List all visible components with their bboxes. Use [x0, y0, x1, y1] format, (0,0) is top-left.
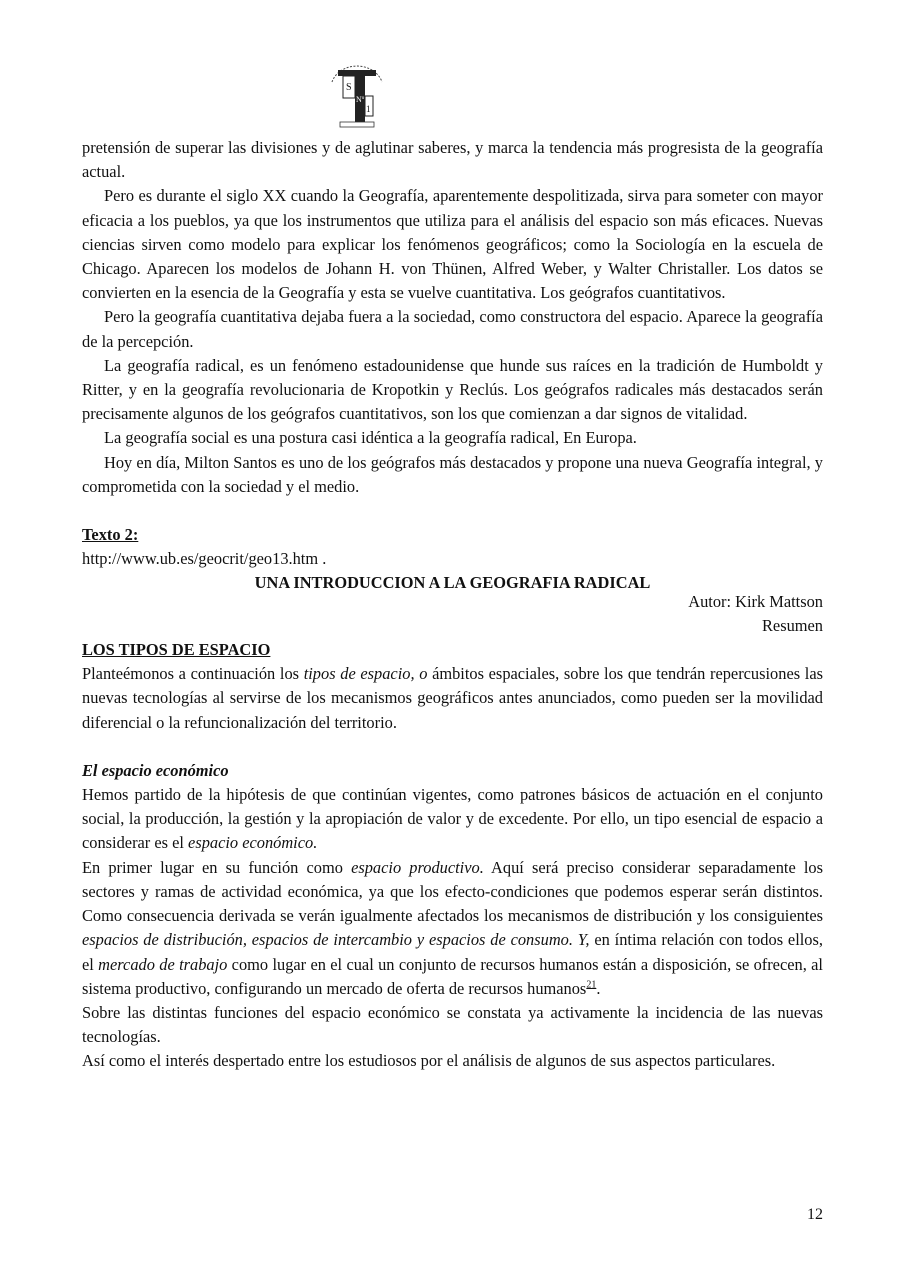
paragraph-geografia-social: La geografía social es una postura casi idéntica a la geografía radical, En Europa.	[104, 428, 637, 448]
page-number: 12	[807, 1206, 823, 1223]
paragraph-geografia-cuantitativa: Pero la geografía cuantitativa dejaba fuera a la sociedad, como constructora del espacio. Aparece la geografía de la percepción.	[82, 307, 823, 351]
paragraph-tipos-espacio: Planteémonos a continuación los tipos de espacio, o ámbitos espaciales, sobre los que tendrán repercusiones las nuevas tecnologías al servirse de los mecanismos geográficos antes anunciados, como pueden ser la movilidad diferencial o la refuncionalización del territorio.	[82, 664, 823, 732]
paragraph-continuation: pretensión de superar las divisiones y de aglutinar saberes, y marca la tendencia más progresista de la geografía actual.	[82, 138, 823, 182]
section-heading-espacio-economico: El espacio económico	[82, 760, 229, 780]
footnote-ref[interactable]: 21	[586, 979, 597, 991]
paragraph-funciones: Sobre las distintas funciones del espacio económico se constata ya activamente la incidencia de las nuevas tecnologías.	[82, 1002, 823, 1047]
paragraph-interes: Así como el interés despertado entre los estudiosos por el análisis de algunos de sus aspectos particulares.	[82, 1051, 776, 1071]
paragraph-hipotesis: Hemos partido de la hipótesis de que continúan vigentes, como patrones básicos de actuación en el conjunto social, la producción, la gestión y la apropiación de valor y de excedente. Por ello, un tipo esencial de espacio a considerar es el espacio económico.	[82, 785, 823, 853]
article-resumen: Resumen	[761, 615, 823, 635]
document-body	[82, 136, 823, 1074]
paragraph-milton-santos: Hoy en día, Milton Santos es uno de los geógrafos más destacados y propone una nueva Geografía integral, y comprometida con la sociedad y el medio.	[82, 452, 823, 496]
texto2-url[interactable]: http://www.ub.es/geocrit/geo13.htm .	[82, 549, 327, 569]
logo-emblem	[326, 56, 388, 128]
paragraph-geografia-radical: La geografía radical, es un fenómeno estadounidense que hunde sus raíces en la tradición de Humboldt y Ritter, y en la geografía revolucionaria de Kropotkin y Reclús. Los geógrafos radicales más destacados serán precisamente algunos de los geógrafos cuantitativos, son los que comienzan a dar signos de vitalidad.	[82, 355, 823, 424]
section-heading-tipos-espacio: LOS TIPOS DE ESPACIO	[82, 640, 271, 660]
logo-letter-s: S	[346, 82, 352, 93]
institution-logo	[326, 56, 388, 128]
texto2-label: Texto 2:	[82, 525, 139, 545]
logo-letter-n: Nº	[356, 95, 365, 104]
logo-digit: 1	[366, 104, 371, 114]
article-title: UNA INTRODUCCION A LA GEOGRAFIA RADICAL	[254, 573, 651, 593]
paragraph-siglo-xx: Pero es durante el siglo XX cuando la Geografía, aparentemente despolitizada, sirva para someter con mayor eficacia a los pueblos, ya que los instrumentos que utiliza para el análisis del espacio son más eficaces. Nuevas ciencias sirven como modelo para explicar los fenómenos geográficos; como la Sociología en la escuela de Chicago. Aparecen los modelos de Johann H. von Thünen, Alfred Weber, y Walter Christaller. Los datos se convierten en la esencia de la Geografía y esta se vuelve cuantitativa. Los geógrafos cuantitativos.	[82, 186, 823, 303]
paragraph-espacio-productivo: En primer lugar en su función como espacio productivo. Aquí será preciso considerar separadamente los sectores y ramas de actividad económica, ya que los efecto-condiciones que podemos esperar serán distintos. Como consecuencia derivada se verán igualmente afectados los mecanismos de distribución y los consiguientes espacios de distribución, espacios de intercambio y espacios de consumo. Y, en íntima relación con todos ellos, el mercado de trabajo como lugar en el cual un conjunto de recursos humanos están a disposición, se ofrecen, al sistema productivo, configurando un mercado de oferta de recursos humanos$^{21}$.	[82, 857, 823, 998]
article-author: Autor: Kirk Mattson	[688, 591, 823, 611]
